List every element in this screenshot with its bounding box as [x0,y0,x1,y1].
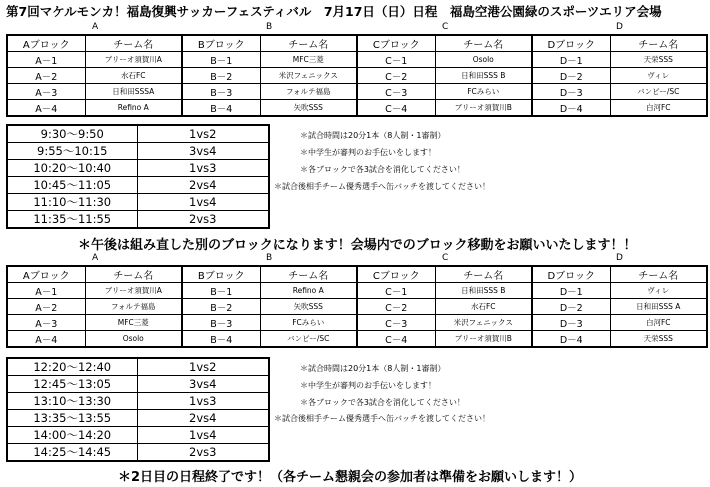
slot-code: C－4 [357,100,435,117]
block-letter-b: B [266,253,273,263]
match-pairing: 2vs3 [137,444,269,462]
match-pairing: 1vs3 [137,393,269,410]
note-referee: ＊中学生が審判のお手伝いをします！ [300,381,436,390]
team-name: 米沢フェニックス [435,315,532,331]
slot-code: B－2 [182,68,260,84]
match-time: 9:55～10:15 [7,143,137,160]
match-time: 11:10～11:30 [7,194,137,211]
match-time: 9:30～9:50 [7,125,137,143]
header-team-name: チーム名 [435,266,532,283]
header-team-name: チーム名 [435,35,532,52]
team-name: 水石FC [85,68,182,84]
team-name: 天栄SSS [610,331,707,348]
slot-code: A－1 [7,283,85,299]
header-team-name: チーム名 [260,266,357,283]
match-time: 11:35～11:55 [7,211,137,229]
header-team-name: チーム名 [85,266,182,283]
schedule-row [7,143,269,160]
team-name: フォルテ福島 [85,299,182,315]
table-row [7,52,707,68]
match-pairing: 1vs4 [137,427,269,444]
match-time: 12:45～13:05 [7,376,137,393]
slot-code: A－4 [7,331,85,348]
match-time: 10:20～10:40 [7,160,137,177]
team-name: 矢吹SSS [260,299,357,315]
block-letter-b: B [266,22,273,32]
block-letter-d: D [616,22,623,32]
team-name: Refino A [85,100,182,117]
slot-code: B－1 [182,52,260,68]
header-b-block: Bブロック [182,35,260,52]
slot-code: D－3 [532,84,610,100]
team-name: ヴィレ [610,68,707,84]
slot-code: B－1 [182,283,260,299]
slot-code: B－2 [182,299,260,315]
team-name: 日和田SSS B [435,283,532,299]
slot-code: B－3 [182,315,260,331]
header-team-name: チーム名 [260,35,357,52]
schedule-row [7,427,269,444]
team-name: Refino A [260,283,357,299]
match-pairing: 2vs4 [137,410,269,427]
block-letter-c: C [442,253,449,263]
page-title: 第7回マケルモンカ！福島復興サッカーフェスティバル 7月17日（日）日程 福島空港公園緑のスポーツエリア会場 [6,4,662,19]
match-time: 13:10～13:30 [7,393,137,410]
team-name: 水石FC [435,299,532,315]
slot-code: C－3 [357,84,435,100]
header-a-block: Aブロック [7,266,85,283]
slot-code: B－3 [182,84,260,100]
team-name: ヴィレ [610,283,707,299]
table-row [7,68,707,84]
schedule-row [7,125,269,143]
note-three-matches: ＊各ブロックで各3試合を消化してください！ [300,398,465,407]
note-match-time: ＊試合時間は20分1本（8人制・1審制） [300,131,446,140]
note-badge: ＊試合後相手チーム優秀選手へ缶バッチを渡してください！ [274,182,490,191]
team-name: フォルテ福島 [260,84,357,100]
team-name: FCみらい [435,84,532,100]
schedule-row [7,393,269,410]
header-d-block: Dブロック [532,266,610,283]
table-header-row [7,266,707,283]
team-name: 白河FC [610,100,707,117]
team-name: MFC三菱 [260,52,357,68]
slot-code: D－3 [532,315,610,331]
team-name: Osolo [85,331,182,348]
team-name: ブリーオ須賀川A [85,283,182,299]
slot-code: B－4 [182,331,260,348]
match-time: 13:35～13:55 [7,410,137,427]
slot-code: A－3 [7,84,85,100]
afternoon-blocks-table [6,265,708,348]
slot-code: A－2 [7,68,85,84]
match-pairing: 1vs4 [137,194,269,211]
afternoon-banner: ＊午後は組み直した別のブロックになります！会場内でのブロック移動をお願いいたします！！ [78,238,637,253]
team-name: 日和田SSS A [610,299,707,315]
match-time: 10:45～11:05 [7,177,137,194]
table-row [7,283,707,299]
header-team-name: チーム名 [85,35,182,52]
schedule-row [7,376,269,393]
team-name: Osolo [435,52,532,68]
schedule-row [7,444,269,462]
header-a-block: Aブロック [7,35,85,52]
team-name: ブリーオ須賀川B [435,331,532,348]
schedule-row [7,358,269,376]
block-letter-a: A [92,22,99,32]
header-team-name: チーム名 [610,266,707,283]
team-name: バンビー/SC [610,84,707,100]
team-name: 白河FC [610,315,707,331]
block-letter-c: C [442,22,449,32]
team-name: MFC三菱 [85,315,182,331]
afternoon-schedule-table [6,357,270,462]
team-name: ブリーオ須賀川A [85,52,182,68]
table-row [7,315,707,331]
table-row [7,331,707,348]
slot-code: C－1 [357,52,435,68]
team-name: 矢吹SSS [260,100,357,117]
morning-blocks-table [6,34,708,117]
morning-schedule-table [6,124,270,229]
slot-code: C－1 [357,283,435,299]
slot-code: B－4 [182,100,260,117]
schedule-row [7,410,269,427]
header-b-block: Bブロック [182,266,260,283]
match-pairing: 1vs2 [137,358,269,376]
slot-code: D－4 [532,331,610,348]
day-end-footer: ＊2日目の日程終了です！（各チーム懇親会の参加者は準備をお願いします！） [118,470,583,485]
slot-code: D－1 [532,283,610,299]
team-name: 日和田SSSA [85,84,182,100]
match-pairing: 3vs4 [137,143,269,160]
table-row [7,299,707,315]
note-three-matches: ＊各ブロックで各3試合を消化してください！ [300,165,465,174]
slot-code: D－4 [532,100,610,117]
team-name: ブリーオ須賀川B [435,100,532,117]
match-pairing: 2vs4 [137,177,269,194]
note-match-time: ＊試合時間は20分1本（8人制・1審制） [300,364,446,373]
match-pairing: 1vs2 [137,125,269,143]
schedule-row [7,194,269,211]
slot-code: A－1 [7,52,85,68]
match-pairing: 3vs4 [137,376,269,393]
note-referee: ＊中学生が審判のお手伝いをします！ [300,148,436,157]
block-letter-a: A [92,253,99,263]
slot-code: A－4 [7,100,85,117]
header-d-block: Dブロック [532,35,610,52]
match-time: 14:00～14:20 [7,427,137,444]
slot-code: C－2 [357,68,435,84]
note-badge: ＊試合後相手チーム優秀選手へ缶バッチを渡してください！ [274,414,490,423]
slot-code: C－3 [357,315,435,331]
slot-code: D－2 [532,299,610,315]
team-name: FCみらい [260,315,357,331]
match-pairing: 1vs3 [137,160,269,177]
team-name: 日和田SSS B [435,68,532,84]
header-c-block: Cブロック [357,266,435,283]
table-row [7,100,707,117]
team-name: バンビー/SC [260,331,357,348]
match-time: 14:25～14:45 [7,444,137,462]
schedule-row [7,177,269,194]
team-name: 米沢フェニックス [260,68,357,84]
match-pairing: 2vs3 [137,211,269,229]
match-time: 12:20～12:40 [7,358,137,376]
header-team-name: チーム名 [610,35,707,52]
slot-code: D－1 [532,52,610,68]
slot-code: A－3 [7,315,85,331]
schedule-row [7,211,269,229]
header-c-block: Cブロック [357,35,435,52]
slot-code: A－2 [7,299,85,315]
table-row [7,84,707,100]
table-header-row [7,35,707,52]
team-name: 天栄SSS [610,52,707,68]
schedule-row [7,160,269,177]
slot-code: D－2 [532,68,610,84]
block-letter-d: D [616,253,623,263]
slot-code: C－4 [357,331,435,348]
slot-code: C－2 [357,299,435,315]
